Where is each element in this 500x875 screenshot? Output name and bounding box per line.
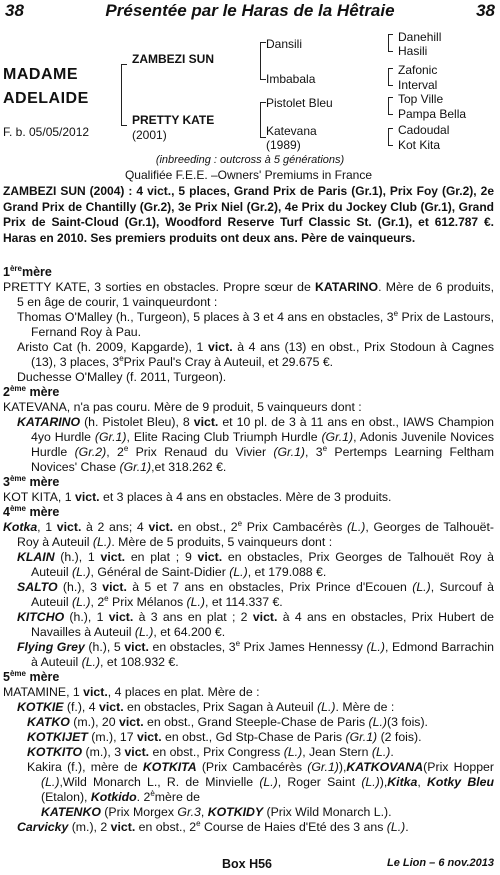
family-text <box>3 265 494 835</box>
gg-ancestor: Kot Kita <box>398 138 441 152</box>
bracket-line <box>388 97 389 115</box>
dam-name: PRETTY KATE <box>132 113 215 127</box>
bracket-line <box>388 97 393 98</box>
granddam-2-year: (1989) <box>266 138 301 152</box>
bracket-line <box>260 42 261 80</box>
section-title-5: 5ème mère <box>3 668 60 684</box>
produce-entry: Aristo Cat (h. 2009, Kapgarde), 1 vict. à 4 ans (13) en obst., Prix Stodoun à Cagnes (13), 3 places, 3ePrix Paul's Cray à Auteuil, et 29.675 €. <box>17 340 494 369</box>
qualification-note: Qualifiée F.E.E. –Owners' Premiums in France <box>124 168 373 182</box>
second-dam-paragraph: KATEVANA, n'a pas couru. Mère de 9 produit, 5 vainqueurs dont : <box>3 400 362 414</box>
produce-entry: KOTKIE (f.), 4 vict. en obstacles, Prix Sagan à Auteuil (L.). Mère de : <box>17 700 395 714</box>
pedigree-block <box>0 28 500 168</box>
horse-name-line2: ADELAIDE <box>3 90 89 107</box>
bracket-line <box>260 102 261 138</box>
section-title-2: 2ème mère <box>3 383 60 399</box>
produce-entry: Kakira (f.), mère de KOTKITA (Prix Cambacérès (Gr.1)),KATKOVANA(Prix Hopper (L.),Wild Monarch L., R. de Minvielle (L.), Roger Saint (L.)),Kitka, Kotky Bleu (Etalon), Kotkido. $2^èmère$ de KATENKO (Prix Morgex Gr.3, KOTKIDY (Prix Wild Monarch L.). <box>27 760 494 819</box>
page-footer <box>0 857 494 873</box>
bracket-line <box>388 85 393 86</box>
dam-year: (2001) <box>132 128 167 142</box>
bracket-line <box>388 145 393 146</box>
birth-info: F. b. 05/05/2012 <box>3 125 90 139</box>
page-title: Présentée par le Haras de la Hêtraie <box>105 1 395 20</box>
gg-ancestor: Interval <box>398 78 438 92</box>
section-title-1: 1èremère <box>3 263 52 279</box>
gg-ancestor: Zafonic <box>398 63 438 77</box>
sale-info: Le Lion – 6 nov.2013 <box>387 857 494 869</box>
produce-entry: Duchesse O'Malley (f. 2011, Turgeon). <box>17 370 227 384</box>
produce-entry: Thomas O'Malley (h., Turgeon), 5 places à 3 et 4 ans en obstacles, 3e Prix de Lastours, Fernand Roy à Pau. <box>17 308 494 339</box>
horse-name-line1: MADAME <box>3 66 78 83</box>
bracket-line <box>121 64 127 65</box>
lot-number-right: 38 <box>476 1 495 20</box>
produce-entry: KLAIN (h.), 1 vict. en plat ; 9 vict. en obstacles, Prix Georges de Talhouët Roy à Auteuil (L.), Général de Saint-Didier (L.), et 179.088 €. <box>17 550 495 579</box>
bracket-line <box>388 128 389 146</box>
granddam-1: Imbabala <box>266 72 316 86</box>
grandsire-1: Dansili <box>266 37 303 51</box>
grandsire-2: Pistolet Bleu <box>266 96 333 110</box>
gg-ancestor: Danehill <box>398 30 442 44</box>
first-dam-paragraph: PRETTY KATE, 3 sorties en obstacles. Propre sœur de KATARINO. Mère de 6 produits, 5 en âge de courir, 1 vainqueurdont : <box>3 280 494 309</box>
fourth-dam-paragraph: Kotka, 1 vict. à 2 ans; 4 vict. en obst., 2e Prix Cambacérès (L.), Georges de Talhouët-Roy à Auteuil (L.). Mère de 5 produits, 5 vainqueurs dont : <box>3 518 495 549</box>
fifth-dam-paragraph: MATAMINE, 1 vict., 4 places en plat. Mère de : <box>3 685 260 699</box>
produce-entry: SALTO (h.), 3 vict. à 5 et 7 ans en obstacles, Prix Prince d'Ecouen (L.), Surcouf à Auteuil (L.), 2e Prix Mélanos (L.), et 114.337 €. <box>17 580 495 609</box>
sire-name: ZAMBEZI SUN <box>132 52 214 66</box>
gg-ancestor: Cadoudal <box>398 123 450 137</box>
bracket-line <box>388 34 393 35</box>
produce-entry: KOTKIJET (m.), 17 vict. en obst., Gd Stp-Chase de Paris (Gr.1) (2 fois). <box>27 730 422 744</box>
third-dam-paragraph: KOT KITA, 1 vict. et 3 places à 4 ans en obstacles. Mère de 3 produits. <box>3 490 392 504</box>
produce-entry: Carvicky (m.), 2 vict. en obst., 2e Course de Haies d'Eté des 3 ans (L.). <box>17 818 409 834</box>
produce-entry: Flying Grey (h.), 5 vict. en obstacles, 3e Prix James Hennessy (L.), Edmond Barrachin à Auteuil (L.), et 108.932 €. <box>17 638 494 669</box>
inbreeding-note: (inbreeding : outcross à 5 générations) <box>155 154 345 166</box>
gg-ancestor: Pampa Bella <box>398 107 467 121</box>
page-header <box>5 0 495 22</box>
bracket-line <box>388 114 393 115</box>
gg-ancestor: Top Ville <box>398 92 444 106</box>
section-title-4: 4ème mère <box>3 503 60 519</box>
section-title-3: 3ème mère <box>3 473 60 489</box>
bracket-line <box>388 128 393 129</box>
gg-ancestor: Hasili <box>398 44 428 58</box>
box-number: Box H56 <box>221 857 273 871</box>
sire-description: ZAMBEZI SUN (2004) : 4 vict., 5 places, Grand Prix de Paris (Gr.1), Prix Foy (Gr.2), 2e Grand Prix de Chantilly (Gr.2), 3e Prix Niel (Gr.2), 4e Prix du Jockey Club (Gr.1), Grand Prix de Saint-Cloud (Gr.1), Woodford Reserve Turf Classic St. (Gr.1), et 612.787 €. Haras en 2010. Ses premiers produits ont deux ans. Père de vainqueurs. <box>3 184 494 245</box>
bracket-line <box>121 64 122 126</box>
bracket-line <box>388 51 393 52</box>
produce-entry: KITCHO (h.), 1 vict. à 3 ans en plat ; 2 vict. à 4 ans en obstacles, Prix Hubert de Navailles à Auteuil (L.), et 64.200 €. <box>17 610 494 639</box>
bracket-line <box>388 68 393 69</box>
produce-entry: KATARINO (h. Pistolet Bleu), 8 vict. et 10 pl. de 3 à 11 ans en obst., IAWS Champion 4yo Hurdle (Gr.1), Elite Racing Club Triumph Hurdle (Gr.1), Adonis Juvenile Novices Hurdle (Gr.2), 2e Prix Renaud du Vivier (Gr.1), 3e Pertemps Learning Feltham Novices' Chase (Gr.1),et 318.262 €. <box>17 415 494 474</box>
bracket-line <box>388 68 389 86</box>
granddam-2: Katevana <box>266 124 317 138</box>
produce-entry: KATKO (m.), 20 vict. en obst., Grand Steeple-Chase de Paris (L.)(3 fois). <box>27 715 428 729</box>
produce-entry: KOTKITO (m.), 3 vict. en obst., Prix Congress (L.), Jean Stern (L.). <box>27 745 394 759</box>
bracket-line <box>121 125 127 126</box>
bracket-line <box>388 34 389 52</box>
lot-number-left: 38 <box>5 1 24 20</box>
